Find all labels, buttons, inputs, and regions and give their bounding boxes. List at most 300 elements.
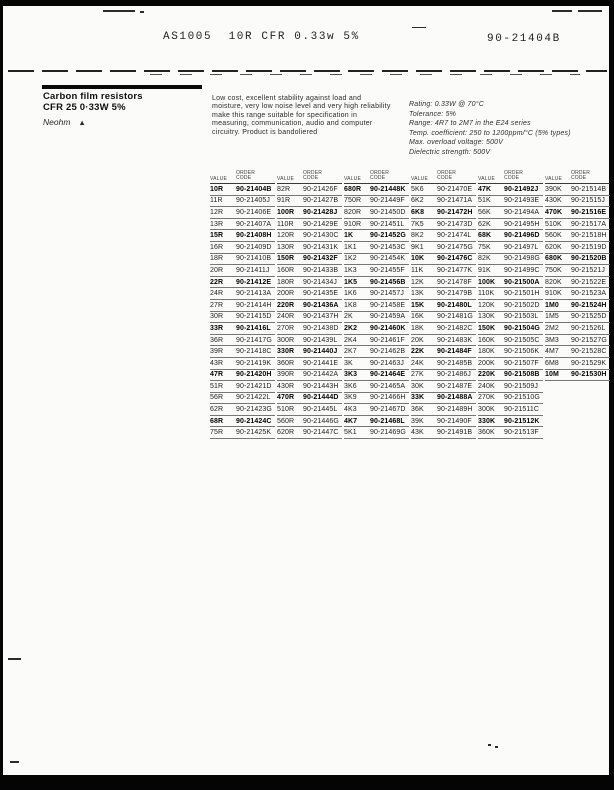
table-row	[478, 277, 543, 289]
value-cell: 24K	[411, 359, 424, 367]
scan-artifact-dot	[488, 744, 491, 746]
value-cell: 510K	[545, 220, 562, 228]
table-row	[344, 370, 409, 382]
value-cell: 560R	[277, 417, 295, 425]
order-code-cell: 90-21414H	[236, 301, 272, 309]
table-row	[411, 358, 476, 370]
value-cell: 240K	[478, 382, 495, 390]
table-row	[277, 230, 342, 242]
value-cell: 75R	[210, 429, 224, 437]
scan-artifact-dot	[140, 11, 144, 13]
header-rule-secondary	[150, 74, 580, 75]
value-cell: 330K	[478, 417, 496, 425]
order-code-cell: 90-21432F	[303, 255, 338, 263]
order-code-cell: 90-21503L	[504, 313, 539, 321]
table-row	[277, 393, 342, 405]
value-cell: 10R	[210, 185, 224, 193]
value-cell: 8K2	[411, 232, 424, 240]
value-cell: 36K	[411, 406, 424, 414]
order-code-cell: 90-21434J	[303, 278, 337, 286]
value-cell: 43R	[210, 359, 224, 367]
order-code-cell: 90-21449F	[370, 197, 405, 205]
value-cell: 82K	[478, 255, 491, 263]
order-code-cell: 90-21455F	[370, 266, 405, 274]
product-title-line1: Carbon film resistors	[43, 91, 143, 102]
table-row	[277, 219, 342, 231]
value-cell: 4K7	[344, 417, 358, 425]
order-code-cell: 90-21500A	[504, 278, 540, 286]
order-code-header: ORDER CODE	[571, 169, 591, 182]
order-code-cell: 90-21453C	[370, 243, 406, 251]
table-row	[411, 277, 476, 289]
order-code-cell: 90-21459A	[370, 313, 406, 321]
table-row	[344, 242, 409, 254]
order-code-cell: 90-21420H	[236, 371, 272, 379]
value-cell: 2K4	[344, 336, 357, 344]
order-code-cell: 90-21499C	[504, 266, 540, 274]
spec-rating: Rating: 0.33W @ 70°C	[409, 101, 484, 108]
table-row	[344, 393, 409, 405]
order-code-cell: 90-21496D	[504, 232, 540, 240]
header-order-code: 90-21404B	[487, 33, 561, 45]
order-code-cell: 90-21442A	[303, 371, 339, 379]
value-cell: 820R	[344, 208, 362, 216]
brand-name: Neohm	[43, 117, 71, 127]
table-row	[411, 346, 476, 358]
order-code-cell: 90-21468L	[370, 417, 405, 425]
table-row	[210, 219, 275, 231]
product-description: Low cost, excellent stability against load and moisture, very low noise level and very high reliability make this range suitable for specification in measuring, communication, audio and computer circuitry. Product is bandoliered	[212, 95, 391, 136]
order-code-cell: 90-21495H	[504, 220, 540, 228]
column-headers	[478, 168, 543, 184]
scan-border-left	[0, 0, 3, 778]
table-row	[210, 346, 275, 358]
order-code-cell: 90-21460K	[370, 324, 406, 332]
spec-temp-coefficient: Temp. coefficient: 250 to 1200ppm/°C (5% types)	[409, 129, 571, 137]
table-column-pair-6	[545, 168, 610, 439]
table-row	[411, 288, 476, 300]
value-cell: 1M5	[545, 313, 559, 321]
table-row	[277, 358, 342, 370]
order-code-cell: 90-21451L	[370, 220, 405, 228]
order-code-cell: 90-21408H	[236, 232, 272, 240]
order-code-cell: 90-21413A	[236, 290, 272, 298]
table-row	[411, 230, 476, 242]
value-header: VALUE	[411, 176, 429, 182]
table-row	[210, 358, 275, 370]
order-code-cell: 90-21438D	[303, 324, 339, 332]
value-cell: 2K7	[344, 348, 357, 356]
order-code-cell: 90-21509J	[504, 382, 538, 390]
table-row	[210, 381, 275, 393]
scan-artifact-dash	[103, 10, 135, 12]
table-row	[478, 346, 543, 358]
spec-list	[409, 100, 584, 158]
table-row	[545, 323, 610, 335]
order-code-cell: 90-21524H	[571, 301, 607, 309]
column-headers	[344, 168, 409, 184]
table-row	[277, 404, 342, 416]
value-cell: 1M0	[545, 301, 559, 309]
value-cell: 7K5	[411, 220, 424, 228]
value-cell: 100K	[478, 278, 496, 286]
table-row	[344, 335, 409, 347]
table-row	[545, 196, 610, 208]
table-row	[411, 381, 476, 393]
value-cell: 360R	[277, 359, 295, 367]
order-code-cell: 90-21479B	[437, 290, 473, 298]
order-code-cell: 90-21407A	[236, 220, 272, 228]
table-row	[277, 300, 342, 312]
table-row	[344, 277, 409, 289]
order-code-cell: 90-21490F	[437, 417, 472, 425]
table-row	[344, 300, 409, 312]
order-code-cell: 90-21409D	[236, 243, 272, 251]
table-row	[210, 404, 275, 416]
order-code-cell: 90-21430C	[303, 232, 339, 240]
order-code-cell: 90-21493E	[504, 197, 540, 205]
value-cell: 220K	[478, 371, 496, 379]
order-code-cell: 90-21465A	[370, 382, 406, 390]
table-row	[344, 358, 409, 370]
table-row	[478, 416, 543, 428]
value-cell: 300K	[478, 406, 495, 414]
table-row	[545, 230, 610, 242]
table-row	[478, 230, 543, 242]
order-code-cell: 90-21501H	[504, 290, 540, 298]
order-code-cell: 90-21435E	[303, 290, 339, 298]
value-cell: 15R	[210, 232, 224, 240]
order-code-cell: 90-21416L	[236, 324, 271, 332]
value-cell: 13R	[210, 220, 224, 228]
order-code-cell: 90-21505C	[504, 336, 540, 344]
table-row	[210, 323, 275, 335]
table-row	[411, 393, 476, 405]
order-code-cell: 90-21450D	[370, 208, 406, 216]
table-row	[545, 312, 610, 324]
value-cell: 750R	[344, 197, 362, 205]
order-code-cell: 90-21475G	[437, 243, 473, 251]
value-cell: 6K2	[411, 197, 424, 205]
order-code-cell: 90-21488A	[437, 394, 473, 402]
value-cell: 100R	[277, 208, 295, 216]
table-row	[411, 323, 476, 335]
table-row	[545, 300, 610, 312]
order-code-cell: 90-21440J	[303, 348, 338, 356]
order-code-cell: 90-21516E	[571, 208, 607, 216]
table-row	[210, 427, 275, 439]
order-code-cell: 90-21472H	[437, 208, 473, 216]
value-cell: 39R	[210, 348, 224, 356]
order-code-cell: 90-21528C	[571, 348, 607, 356]
table-row	[411, 312, 476, 324]
value-cell: 2M2	[545, 324, 559, 332]
table-row	[545, 288, 610, 300]
value-cell: 300R	[277, 336, 295, 344]
value-cell: 430K	[545, 197, 562, 205]
table-row	[545, 219, 610, 231]
table-row	[210, 393, 275, 405]
table-row	[344, 219, 409, 231]
order-code-cell: 90-21504G	[504, 324, 540, 332]
value-cell: 10K	[411, 255, 425, 263]
table-row	[277, 370, 342, 382]
order-code-cell: 90-21463J	[370, 359, 404, 367]
value-cell: 11R	[210, 197, 223, 205]
value-cell: 360K	[478, 429, 495, 437]
value-cell: 1K5	[344, 278, 358, 286]
value-cell: 13K	[411, 290, 424, 298]
value-cell: 47K	[478, 185, 492, 193]
table-row	[478, 254, 543, 266]
value-header: VALUE	[210, 176, 228, 182]
value-cell: 1K2	[344, 255, 357, 263]
value-cell: 200R	[277, 290, 295, 298]
value-cell: 120R	[277, 232, 295, 240]
brand-line	[43, 117, 86, 127]
order-code-cell: 90-21523A	[571, 290, 607, 298]
table-row	[344, 254, 409, 266]
order-code-cell: 90-21481G	[437, 313, 473, 321]
table-row	[545, 184, 610, 196]
value-cell: 270R	[277, 324, 295, 332]
table-row	[210, 277, 275, 289]
value-cell: 62R	[210, 406, 224, 414]
table-row	[344, 381, 409, 393]
value-cell: 15K	[411, 301, 425, 309]
value-cell: 18K	[411, 324, 424, 332]
table-row	[344, 196, 409, 208]
table-row	[344, 207, 409, 219]
value-cell: 5K6	[411, 185, 424, 193]
order-code-cell: 90-21530H	[571, 371, 607, 379]
value-cell: 2K	[344, 313, 353, 321]
order-code-cell: 90-21464E	[370, 371, 406, 379]
order-code-cell: 90-21491B	[437, 429, 473, 437]
value-cell: 11K	[411, 266, 424, 274]
table-row	[277, 207, 342, 219]
value-cell: 220R	[277, 301, 295, 309]
order-code-cell: 90-21508B	[504, 371, 540, 379]
table-row	[210, 207, 275, 219]
order-code-cell: 90-21522E	[571, 278, 607, 286]
table-row	[210, 265, 275, 277]
table-row	[210, 196, 275, 208]
table-row	[277, 242, 342, 254]
column-headers	[411, 168, 476, 184]
value-cell: 51K	[478, 197, 491, 205]
table-row	[411, 242, 476, 254]
order-code-cell: 90-21467D	[370, 406, 406, 414]
order-code-cell: 90-21469G	[370, 429, 406, 437]
table-column-pair-5	[478, 168, 543, 439]
order-code-header: ORDER CODE	[370, 169, 390, 182]
value-cell: 3K3	[344, 371, 358, 379]
product-title-line2: CFR 25 0·33W 5%	[43, 101, 126, 113]
table-row	[411, 265, 476, 277]
column-headers	[545, 168, 610, 184]
value-cell: 390K	[545, 185, 562, 193]
value-cell: 24R	[210, 290, 224, 298]
order-code-cell: 90-21514B	[571, 185, 607, 193]
order-code-cell: 90-21448K	[370, 185, 406, 193]
table-row	[277, 184, 342, 196]
table-row	[545, 277, 610, 289]
table-row	[545, 242, 610, 254]
order-code-cell: 90-21487E	[437, 382, 473, 390]
value-cell: 120K	[478, 301, 495, 309]
table-row	[344, 265, 409, 277]
order-code-cell: 90-21436A	[303, 301, 339, 309]
order-code-cell: 90-21426F	[303, 185, 338, 193]
table-row	[478, 265, 543, 277]
value-cell: 12R	[210, 208, 224, 216]
order-code-header: ORDER CODE	[504, 169, 524, 182]
table-row	[344, 323, 409, 335]
brand-triangle-icon: ▲	[78, 118, 86, 127]
value-cell: 68K	[478, 232, 492, 240]
value-cell: 91K	[478, 266, 491, 274]
scan-artifact-dot	[495, 746, 498, 748]
order-code-cell: 90-21486J	[437, 371, 471, 379]
value-cell: 82R	[277, 185, 291, 193]
table-row	[344, 416, 409, 428]
value-cell: 200K	[478, 359, 495, 367]
table-row	[545, 335, 610, 347]
table-row	[545, 207, 610, 219]
table-row	[478, 335, 543, 347]
value-cell: 130R	[277, 243, 295, 251]
table-row	[411, 219, 476, 231]
table-row	[210, 416, 275, 428]
value-cell: 36R	[210, 336, 224, 344]
order-code-cell: 90-21480L	[437, 301, 472, 309]
value-cell: 330R	[277, 348, 295, 356]
order-code-cell: 90-21517A	[571, 220, 607, 228]
order-code-cell: 90-21511C	[504, 406, 540, 414]
value-cell: 750K	[545, 266, 562, 274]
value-cell: 47R	[210, 371, 224, 379]
value-cell: 1K3	[344, 266, 357, 274]
column-headers	[277, 168, 342, 184]
table-row	[411, 300, 476, 312]
table-row	[210, 230, 275, 242]
value-cell: 2K2	[344, 324, 358, 332]
value-cell: 39K	[411, 417, 424, 425]
order-code-cell: 90-21417G	[236, 336, 272, 344]
table-row	[210, 300, 275, 312]
value-cell: 910K	[545, 290, 562, 298]
value-cell: 22K	[411, 348, 425, 356]
order-code-cell: 90-21418C	[236, 348, 272, 356]
scan-border-top	[0, 0, 614, 6]
order-code-cell: 90-21454K	[370, 255, 406, 263]
value-cell: 20K	[411, 336, 424, 344]
order-code-cell: 90-21424C	[236, 417, 272, 425]
table-row	[411, 427, 476, 439]
value-header: VALUE	[277, 176, 295, 182]
scan-border-bottom	[0, 775, 614, 790]
product-heading-bar	[42, 85, 202, 89]
order-code-cell: 90-21457J	[370, 290, 404, 298]
order-code-cell: 90-21441E	[303, 359, 339, 367]
table-row	[545, 358, 610, 370]
value-cell: 12K	[411, 278, 424, 286]
order-code-cell: 90-21422L	[236, 394, 271, 402]
table-row	[545, 265, 610, 277]
table-row	[210, 184, 275, 196]
order-code-cell: 90-21507F	[504, 359, 539, 367]
order-code-header: ORDER CODE	[303, 169, 323, 182]
value-cell: 16R	[210, 243, 224, 251]
order-code-cell: 90-21437H	[303, 313, 339, 321]
table-row	[344, 184, 409, 196]
table-row	[277, 427, 342, 439]
value-cell: 470K	[545, 208, 563, 216]
order-code-cell: 90-21526L	[571, 324, 606, 332]
spec-overload-voltage: Max. overload voltage: 500V	[409, 139, 504, 147]
value-cell: 620K	[545, 243, 562, 251]
order-code-cell: 90-21425K	[236, 429, 272, 437]
table-row	[344, 427, 409, 439]
value-cell: 10M	[545, 371, 559, 379]
table-row	[277, 265, 342, 277]
value-cell: 16K	[411, 313, 424, 321]
order-code-cell: 90-21415D	[236, 313, 272, 321]
value-cell: 4K3	[344, 406, 357, 414]
value-cell: 430R	[277, 382, 295, 390]
table-row	[411, 370, 476, 382]
value-cell: 68R	[210, 417, 224, 425]
order-code-cell: 90-21428J	[303, 208, 338, 216]
table-row	[478, 312, 543, 324]
order-code-cell: 90-21518H	[571, 232, 607, 240]
order-code-cell: 90-21456B	[370, 278, 406, 286]
table-row	[478, 242, 543, 254]
value-cell: 270K	[478, 394, 495, 402]
order-code-cell: 90-21443H	[303, 382, 339, 390]
order-code-cell: 90-21452G	[370, 232, 406, 240]
value-cell: 180K	[478, 348, 495, 356]
value-cell: 150R	[277, 255, 295, 263]
table-row	[277, 277, 342, 289]
order-code-cell: 90-21466H	[370, 394, 406, 402]
table-row	[411, 404, 476, 416]
value-cell: 240R	[277, 313, 295, 321]
value-cell: 110R	[277, 220, 294, 228]
order-code-cell: 90-21406E	[236, 208, 272, 216]
table-row	[478, 219, 543, 231]
order-code-cell: 90-21405J	[236, 197, 270, 205]
order-code-cell: 90-21429E	[303, 220, 339, 228]
table-row	[478, 427, 543, 439]
order-code-cell: 90-21461F	[370, 336, 405, 344]
scan-artifact-dash	[552, 10, 572, 12]
value-cell: 110K	[478, 290, 495, 298]
value-cell: 910R	[344, 220, 362, 228]
value-cell: 27K	[411, 371, 424, 379]
table-row	[277, 196, 342, 208]
header-rule	[8, 70, 607, 72]
value-cell: 160K	[478, 336, 495, 344]
order-code-cell: 90-21478F	[437, 278, 472, 286]
value-cell: 75K	[478, 243, 491, 251]
order-code-cell: 90-21404B	[236, 185, 272, 193]
order-code-cell: 90-21447C	[303, 429, 339, 437]
table-row	[478, 196, 543, 208]
order-code-cell: 90-21510G	[504, 394, 540, 402]
table-row	[210, 370, 275, 382]
